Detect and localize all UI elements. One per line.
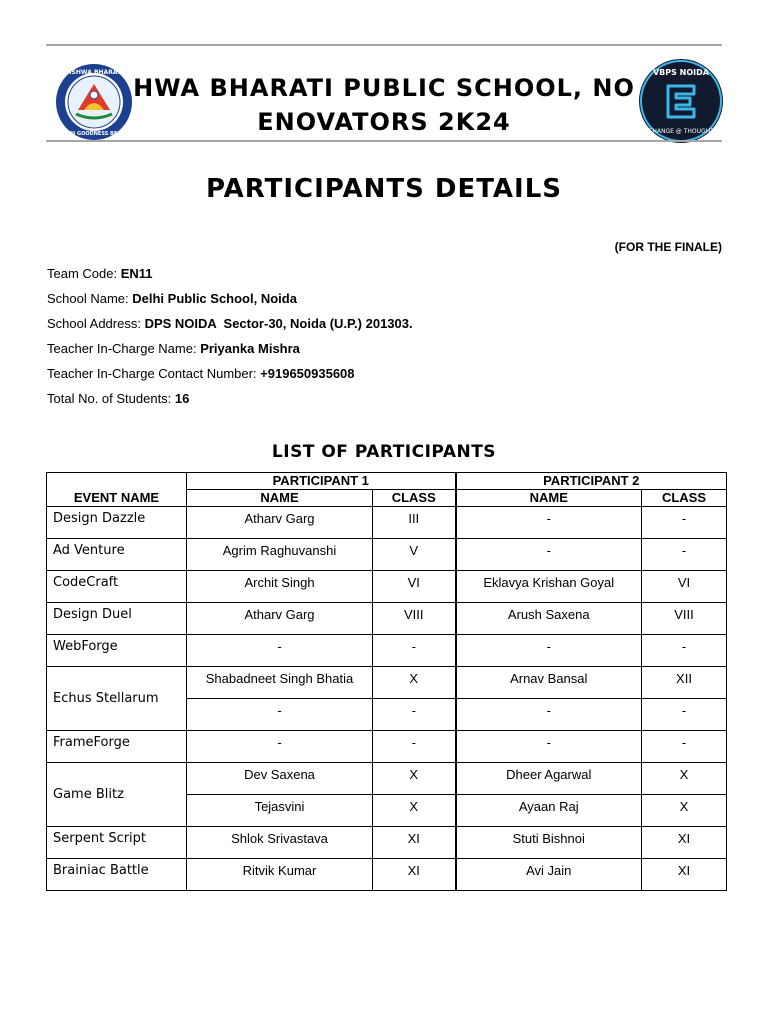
p2-class-cell: XII: [642, 667, 727, 699]
p1-class-cell: XI: [373, 827, 456, 859]
p1-class-cell: X: [373, 667, 456, 699]
event-cell: Echus Stellarum: [47, 667, 187, 731]
p2-class-cell: -: [642, 539, 727, 571]
p1-name-cell: Atharv Garg: [187, 603, 373, 635]
p1-name-cell: -: [187, 635, 373, 667]
event-name-header: EVENT NAME: [47, 473, 187, 507]
table-row: [47, 859, 727, 891]
p1-name-cell: Shlok Srivastava: [187, 827, 373, 859]
p1-name-cell: Shabadneet Singh Bhatia: [187, 667, 373, 699]
p2-name-cell: Stuti Bishnoi: [456, 827, 642, 859]
table-row: [47, 827, 727, 859]
students-row: [47, 391, 189, 406]
event-cell: Ad Venture: [47, 539, 187, 571]
p2-class-cell: -: [642, 507, 727, 539]
top-rule: [46, 44, 722, 46]
team-code-label: Team Code:: [47, 266, 121, 281]
table-row: [47, 667, 727, 699]
p2-name-cell: -: [456, 539, 642, 571]
school-address-value: DPS NOIDA Sector-30, Noida (U.P.) 201303.: [144, 316, 413, 331]
finale-note: (FOR THE FINALE): [614, 240, 722, 254]
vbps-noida-logo: [638, 58, 724, 144]
p1-class-cell: X: [373, 795, 456, 827]
p2-name-cell: Arush Saxena: [456, 603, 642, 635]
contact-value: +919650935608: [260, 366, 355, 381]
event-cell: Design Dazzle: [47, 507, 187, 539]
p2-class-cell: X: [642, 795, 727, 827]
list-title: LIST OF PARTICIPANTS: [271, 442, 497, 462]
event-cell: WebForge: [47, 635, 187, 667]
event-cell: Design Duel: [47, 603, 187, 635]
p2-class-header: CLASS: [642, 490, 727, 507]
participants-table: [46, 472, 727, 891]
p1-name-cell: -: [187, 731, 373, 763]
svg-text:YOUTH GOODNESS BEAUTY: YOUTH GOODNESS BEAUTY: [55, 131, 133, 137]
teacher-value: Priyanka Mishra: [200, 341, 300, 356]
p1-name-header: NAME: [187, 490, 373, 507]
header-bottom-rule: [46, 140, 722, 142]
svg-text:VISHWA BHARATI: VISHWA BHARATI: [64, 69, 124, 76]
svg-text:CHANGE @ THOUGHT: CHANGE @ THOUGHT: [648, 128, 714, 135]
participant-1-header: PARTICIPANT 1: [187, 473, 456, 490]
school-name-label: School Name:: [47, 291, 133, 306]
table-row: [47, 603, 727, 635]
table-row: [47, 507, 727, 539]
p1-class-cell: -: [373, 731, 456, 763]
event-cell: Serpent Script: [47, 827, 187, 859]
p1-name-cell: Atharv Garg: [187, 507, 373, 539]
p1-name-cell: -: [187, 699, 373, 731]
p2-name-cell: Ayaan Raj: [456, 795, 642, 827]
students-label: Total No. of Students:: [47, 391, 175, 406]
p1-class-cell: -: [373, 699, 456, 731]
p1-name-cell: Dev Saxena: [187, 763, 373, 795]
teacher-row: [47, 341, 300, 356]
p1-class-cell: V: [373, 539, 456, 571]
event-cell: Game Blitz: [47, 763, 187, 827]
participant-2-header: PARTICIPANT 2: [456, 473, 727, 490]
p2-name-cell: -: [456, 635, 642, 667]
school-name-row: [47, 291, 297, 306]
p2-name-cell: Avi Jain: [456, 859, 642, 891]
p2-class-cell: -: [642, 635, 727, 667]
p1-name-cell: Agrim Raghuvanshi: [187, 539, 373, 571]
p1-class-cell: XI: [373, 859, 456, 891]
table-row: [47, 635, 727, 667]
table-row: [47, 731, 727, 763]
p1-name-cell: Ritvik Kumar: [187, 859, 373, 891]
svg-text:VBPS NOIDA: VBPS NOIDA: [652, 68, 710, 77]
p2-class-cell: X: [642, 763, 727, 795]
p2-class-cell: VIII: [642, 603, 727, 635]
contact-label: Teacher In-Charge Contact Number:: [47, 366, 261, 381]
table-row: [47, 539, 727, 571]
p2-class-cell: XI: [642, 827, 727, 859]
event-name-heading: ENOVATORS 2K24: [257, 108, 511, 136]
p2-class-cell: XI: [642, 859, 727, 891]
school-name-value: Delhi Public School, Noida: [132, 291, 297, 306]
team-code-value: EN11: [120, 266, 153, 281]
table-row: [47, 763, 727, 795]
p1-class-cell: III: [373, 507, 456, 539]
event-cell: FrameForge: [47, 731, 187, 763]
p2-name-cell: -: [456, 731, 642, 763]
table-header-row: [47, 473, 727, 490]
p2-name-cell: -: [456, 507, 642, 539]
p1-name-cell: Archit Singh: [187, 571, 373, 603]
page-title: PARTICIPANTS DETAILS: [205, 174, 563, 204]
p2-name-cell: Dheer Agarwal: [456, 763, 642, 795]
team-code-row: [47, 266, 153, 281]
p1-name-cell: Tejasvini: [187, 795, 373, 827]
p2-class-cell: VI: [642, 571, 727, 603]
students-value: 16: [174, 391, 190, 406]
p2-name-cell: Eklavya Krishan Goyal: [456, 571, 642, 603]
event-cell: CodeCraft: [47, 571, 187, 603]
p1-class-cell: -: [373, 635, 456, 667]
table-row: [47, 571, 727, 603]
p1-class-cell: VI: [373, 571, 456, 603]
school-name-heading: HWA BHARATI PUBLIC SCHOOL, NO: [133, 74, 635, 102]
p2-name-cell: -: [456, 699, 642, 731]
p2-name-header: NAME: [456, 490, 642, 507]
p1-class-cell: VIII: [373, 603, 456, 635]
school-address-row: [47, 316, 413, 331]
contact-row: [47, 366, 355, 381]
teacher-label: Teacher In-Charge Name:: [47, 341, 201, 356]
p2-class-cell: -: [642, 699, 727, 731]
school-address-label: School Address:: [47, 316, 145, 331]
p2-name-cell: Arnav Bansal: [456, 667, 642, 699]
event-cell: Brainiac Battle: [47, 859, 187, 891]
p2-class-cell: -: [642, 731, 727, 763]
p1-class-cell: X: [373, 763, 456, 795]
p1-class-header: CLASS: [373, 490, 456, 507]
